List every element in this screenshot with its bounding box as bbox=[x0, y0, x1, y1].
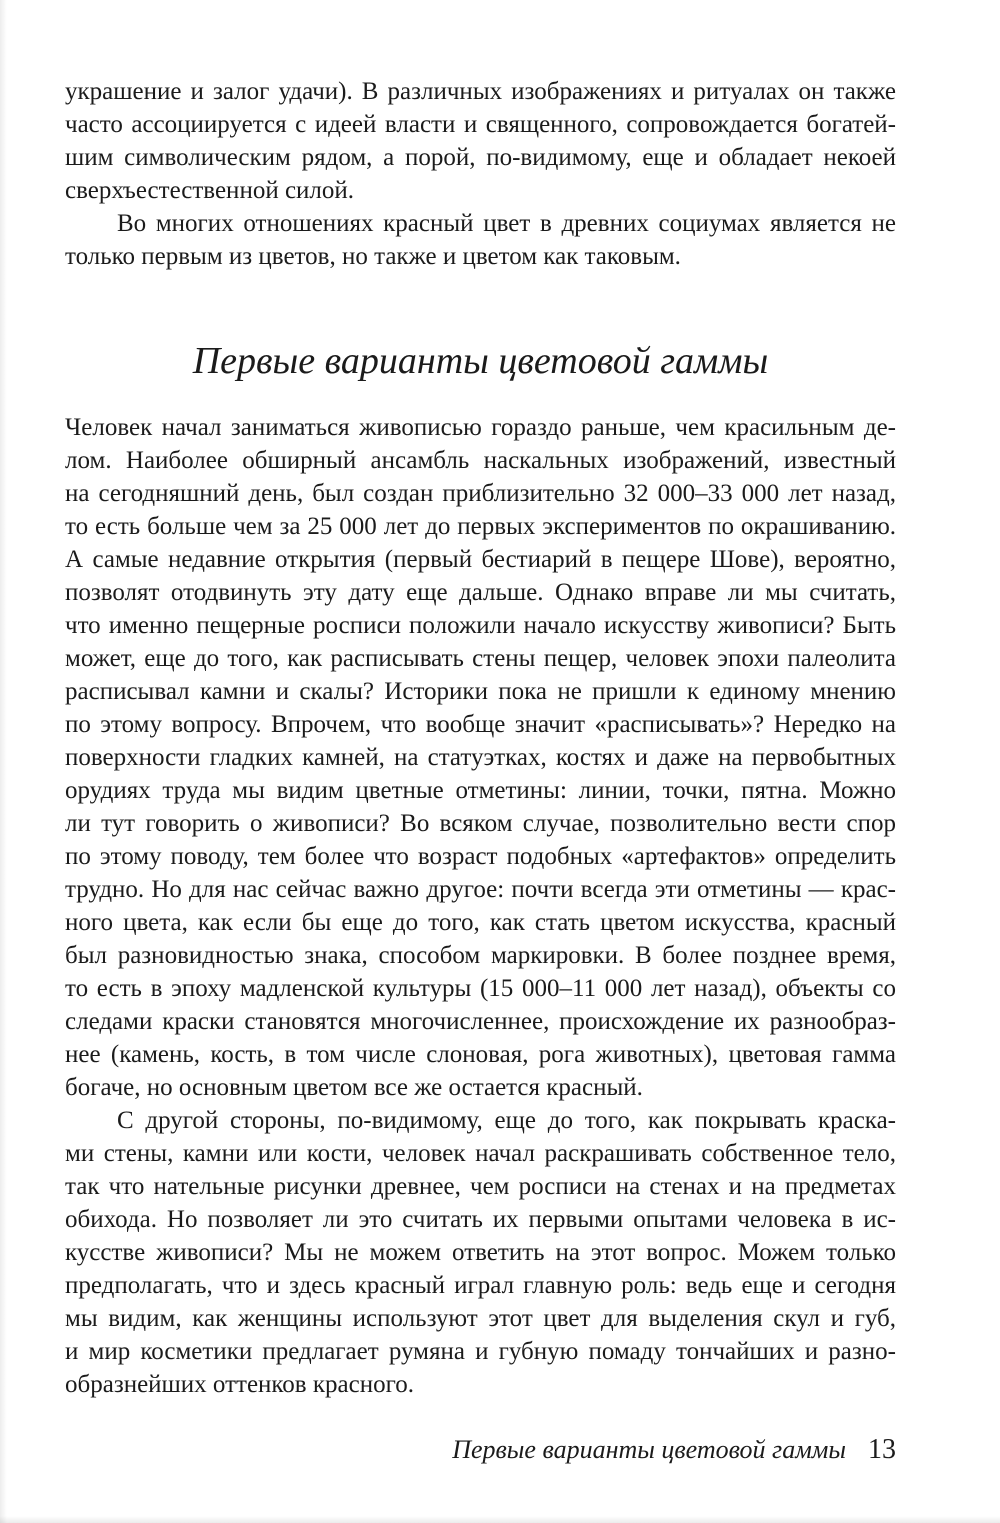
text-line: кусстве живописи? Мы не можем ответить на этот вопрос. Можем только bbox=[65, 1239, 896, 1267]
text-line: обихода. Но позволяет ли это считать их первыми опытами человека в ис- bbox=[65, 1206, 896, 1234]
text-line: Во многих отношениях красный цвет в древних социумах является не bbox=[117, 210, 896, 237]
scan-edge-left bbox=[0, 0, 7, 1523]
section-body-paragraphs bbox=[65, 411, 896, 1401]
text-line: часто ассоциируется с идеей власти и священного, сопровождается богатей- bbox=[65, 111, 896, 138]
text-line: то есть больше чем за 25 000 лет до первых экспериментов по окрашиванию. bbox=[65, 513, 896, 541]
text-line: может, еще до того, как расписывать стены пещер, человек эпохи палеолита bbox=[65, 645, 896, 673]
text-line: только первым из цветов, но также и цветом как таковым. bbox=[65, 243, 681, 270]
continuation-paragraphs bbox=[65, 0, 896, 273]
text-line: мы видим, как женщины используют этот цвет для выделения скул и губ, bbox=[65, 1305, 896, 1333]
footer-running-title: Первые варианты цветовой гаммы bbox=[452, 1435, 846, 1465]
text-line: был разновидностью знака, способом маркировки. В более позднее время, bbox=[65, 942, 896, 970]
text-line: ного цвета, как если бы еще до того, как стать цветом искусства, красный bbox=[65, 909, 896, 937]
text-line: шим символическим рядом, а порой, по-видимому, еще и обладает некоей bbox=[65, 144, 896, 171]
scan-edge-bottom bbox=[0, 1516, 1000, 1523]
text-line: богаче, но основным цветом все же остается красный. bbox=[65, 1074, 643, 1102]
text-line: А самые недавние открытия (первый бестиарий в пещере Шове), вероятно, bbox=[65, 546, 896, 574]
text-line: трудно. Но для нас сейчас важно другое: почти всегда эти отметины — крас- bbox=[65, 876, 896, 904]
text-line: по этому поводу, тем более что возраст подобных «артефактов» определить bbox=[65, 843, 896, 871]
text-line: лом. Наиболее обширный ансамбль наскальных изображений, известный bbox=[65, 447, 896, 475]
text-line: С другой стороны, по-видимому, еще до того, как покрывать краска- bbox=[117, 1107, 896, 1135]
text-line: и мир косметики предлагает румяна и губную помаду тончайших и разно- bbox=[65, 1338, 896, 1366]
footer-page-number: 13 bbox=[868, 1434, 896, 1466]
text-line: расписывал камни и скалы? Историки пока не пришли к единому мнению bbox=[65, 678, 896, 706]
text-line: то есть в эпоху мадленской культуры (15 000–11 000 лет назад), объекты со bbox=[65, 975, 896, 1003]
section-heading: Первые варианты цветовой гаммы bbox=[192, 340, 769, 382]
text-line: орудиях труда мы видим цветные отметины: линии, точки, пятна. Можно bbox=[65, 777, 896, 805]
text-line: ми стены, камни или кости, человек начал раскрашивать собственное тело, bbox=[65, 1140, 896, 1168]
text-line: что именно пещерные росписи положили начало искусству живописи? Быть bbox=[65, 612, 896, 640]
text-line: образнейших оттенков красного. bbox=[65, 1371, 414, 1399]
text-line: предполагать, что и здесь красный играл главную роль: ведь еще и сегодня bbox=[65, 1272, 896, 1300]
text-line: так что нательные рисунки древнее, чем росписи на стенах и на предметах bbox=[65, 1173, 896, 1201]
text-line: на сегодняшний день, был создан приблизительно 32 000–33 000 лет назад, bbox=[65, 480, 896, 508]
running-footer bbox=[65, 1433, 896, 1470]
text-line: сверхъестественной силой. bbox=[65, 177, 355, 204]
text-line: позволят отодвинуть эту дату еще дальше. Однако вправе ли мы считать, bbox=[65, 579, 896, 607]
text-line: поверхности гладких камней, на статуэтках, костях и даже на первобытных bbox=[65, 744, 896, 772]
text-line: ли тут говорить о живописи? Во всяком случае, позволительно вести спор bbox=[65, 810, 896, 838]
text-line: по этому вопросу. Впрочем, что вообще значит «расписывать»? Нередко на bbox=[65, 711, 896, 739]
text-line: Человек начал заниматься живописью гораздо раньше, чем красильным де- bbox=[65, 414, 896, 442]
text-line: нее (камень, кость, в том числе слоновая, рога животных), цветовая гамма bbox=[65, 1041, 896, 1069]
text-line: следами краски становятся многочисленнее, происхождение их разнообраз- bbox=[65, 1008, 896, 1036]
text-line: украшение и залог удачи). В различных изображениях и ритуалах он также bbox=[65, 78, 896, 105]
